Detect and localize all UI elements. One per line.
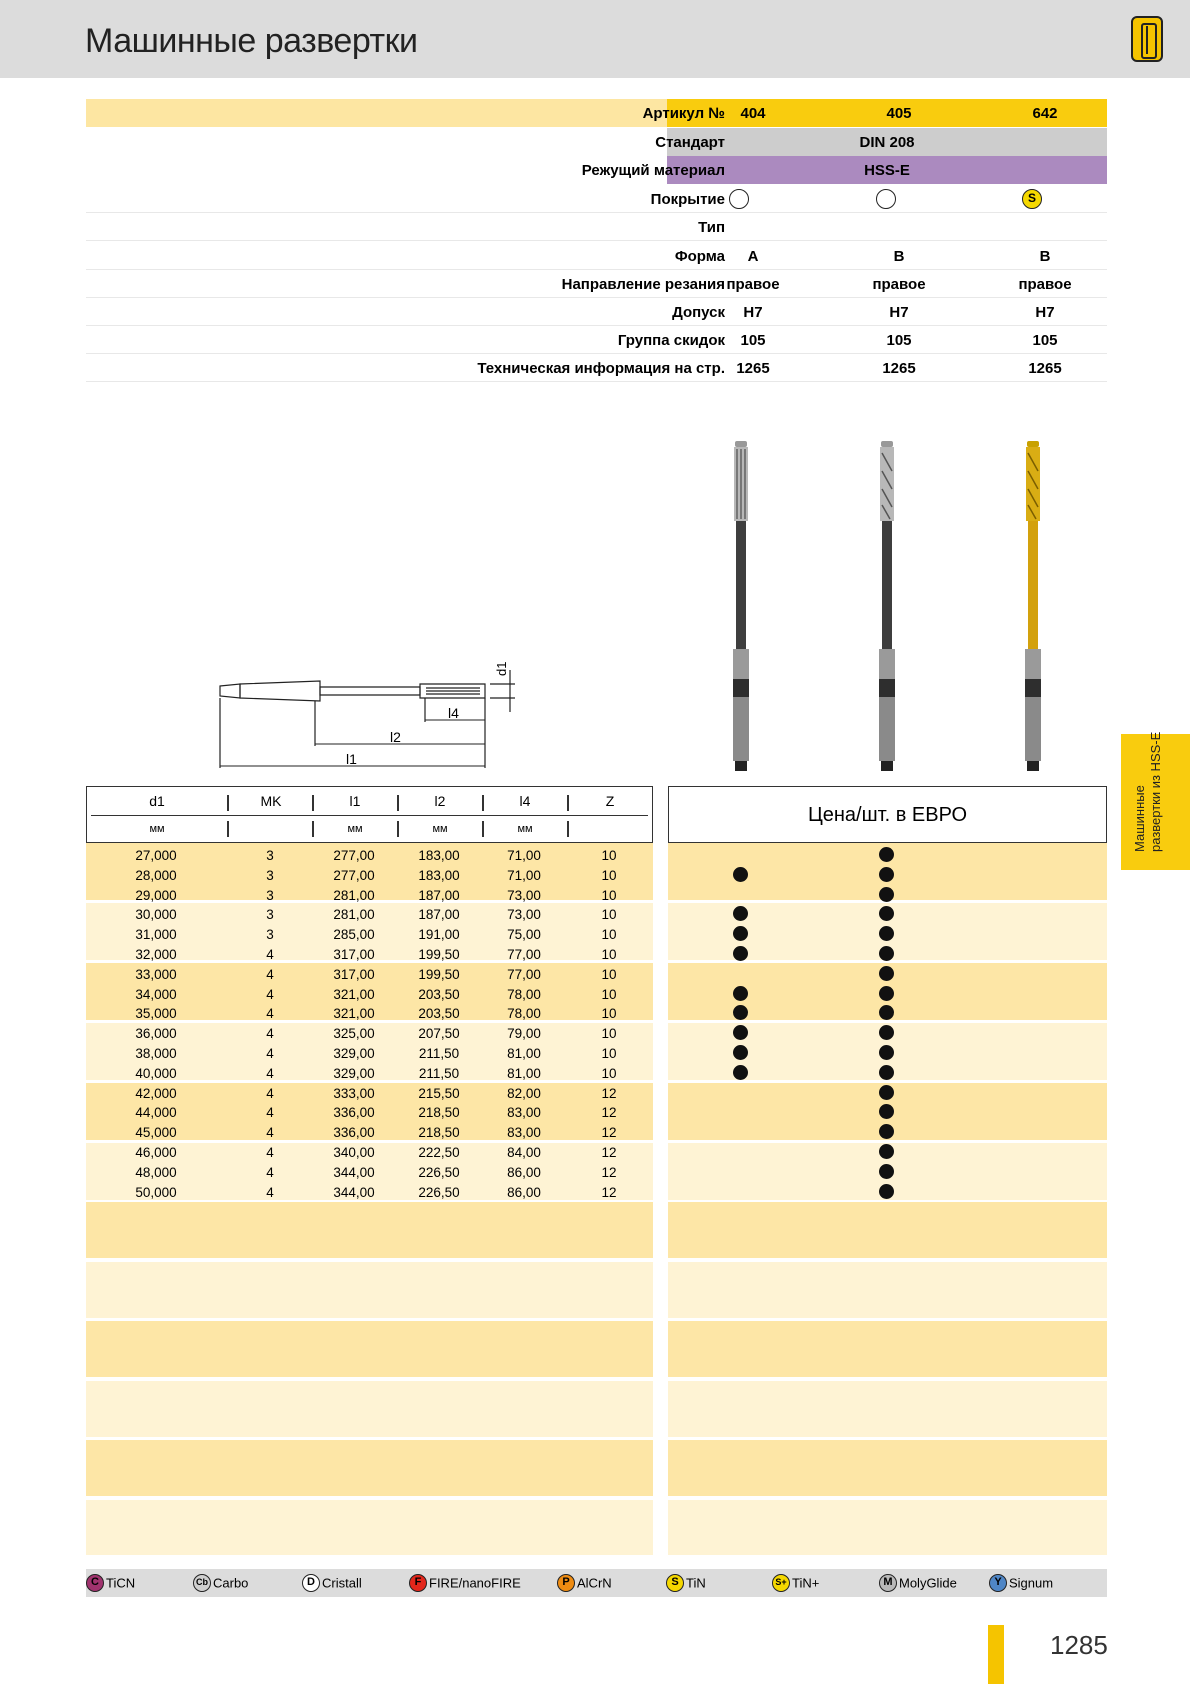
page-header xyxy=(0,0,1190,78)
availability-dot-405 xyxy=(879,1005,894,1020)
legend-label: TiCN xyxy=(106,1575,136,1591)
coating-signum-icon: Y xyxy=(989,1574,1007,1592)
row-divider xyxy=(86,240,1107,241)
table-cell-d1: 38,000 xyxy=(135,1046,177,1061)
tolerance-404: H7 xyxy=(743,304,763,321)
table-cell-l2: 226,50 xyxy=(418,1164,460,1180)
table-cell-l2: 187,00 xyxy=(418,907,460,923)
techinfo-404: 1265 xyxy=(736,360,770,377)
availability-dot-405 xyxy=(879,1164,894,1179)
side-label-line2: развертки из HSS-E xyxy=(1148,731,1163,852)
availability-dot-404 xyxy=(733,946,748,961)
table-cell-l4: 86,00 xyxy=(507,1164,541,1180)
table-cell-z: 10 xyxy=(601,1046,617,1061)
table-row xyxy=(0,1102,1190,1122)
dimensions-table-header xyxy=(86,786,653,843)
discount-405: 105 xyxy=(886,332,912,349)
table-cell-z: 12 xyxy=(601,1085,617,1101)
spec-label: Покрытие xyxy=(650,191,725,208)
table-cell-mk: 4 xyxy=(266,1006,274,1022)
spec-row-tolerance xyxy=(86,298,1107,326)
table-cell-l2: 211,50 xyxy=(418,1065,460,1081)
availability-dot-405 xyxy=(879,1184,894,1199)
table-cell-d1: 40,000 xyxy=(135,1065,177,1081)
table-cell-l2: 218,50 xyxy=(418,1125,460,1141)
legend-item xyxy=(772,1574,819,1592)
table-cell-l4: 75,00 xyxy=(507,927,541,943)
col-header-mk: MK xyxy=(260,793,282,809)
l2-label: l2 xyxy=(390,729,401,745)
table-cell-l4: 73,00 xyxy=(507,907,541,923)
table-cell-z: 10 xyxy=(601,986,617,1002)
table-cell-z: 10 xyxy=(601,887,617,903)
table-cell-d1: 46,000 xyxy=(135,1145,177,1160)
table-cell-l1: 329,00 xyxy=(333,1065,375,1081)
table-cell-d1: 32,000 xyxy=(135,947,177,962)
price-header xyxy=(668,786,1107,843)
table-cell-mk: 3 xyxy=(266,907,274,923)
unit-l4: мм xyxy=(517,823,533,835)
page-title: Машинные развертки xyxy=(85,22,418,60)
page-marker-bar xyxy=(988,1625,1004,1684)
availability-dot-404 xyxy=(733,1025,748,1040)
table-cell-d1: 50,000 xyxy=(135,1184,177,1200)
tolerance-642: H7 xyxy=(1035,304,1055,321)
table-row xyxy=(0,1182,1190,1202)
coating-legend xyxy=(86,1569,1107,1597)
table-cell-l1: 277,00 xyxy=(333,848,375,863)
table-row xyxy=(0,845,1190,865)
spec-label: Направление резания xyxy=(561,276,725,293)
coating-alcrn-icon: P xyxy=(557,1574,575,1592)
table-cell-d1: 42,000 xyxy=(135,1085,177,1101)
unit-d1: мм xyxy=(149,823,165,835)
table-cell-l2: 215,50 xyxy=(418,1085,460,1101)
table-cell-d1: 36,000 xyxy=(135,1026,177,1042)
coating-molyglide-icon: M xyxy=(879,1574,897,1592)
table-cell-l2: 199,50 xyxy=(418,947,460,962)
tin-coating-icon: S xyxy=(1022,189,1042,209)
table-cell-d1: 27,000 xyxy=(135,848,177,863)
table-cell-l4: 83,00 xyxy=(507,1105,541,1121)
legend-label: FIRE/nanoFIRE xyxy=(429,1575,521,1591)
table-cell-mk: 4 xyxy=(266,1184,274,1200)
table-cell-l1: 336,00 xyxy=(333,1105,375,1121)
price-header-label: Цена/шт. в ЕВРО xyxy=(807,804,968,826)
legend-item xyxy=(86,1574,135,1592)
table-cell-l2: 218,50 xyxy=(418,1105,460,1121)
table-cell-l4: 77,00 xyxy=(507,966,541,982)
table-cell-z: 10 xyxy=(601,867,617,883)
col-separator xyxy=(397,821,399,837)
table-cell-l4: 71,00 xyxy=(507,848,541,863)
d1-label: d1 xyxy=(494,661,509,676)
table-row xyxy=(0,885,1190,905)
table-row xyxy=(0,1142,1190,1162)
table-cell-l4: 78,00 xyxy=(507,986,541,1002)
spec-row-discount xyxy=(86,326,1107,354)
spec-label: Артикул № xyxy=(642,105,725,122)
table-row xyxy=(0,1162,1190,1182)
table-cell-d1: 29,000 xyxy=(135,887,177,903)
spec-row-direction xyxy=(86,270,1107,298)
col-separator xyxy=(482,821,484,837)
table-row xyxy=(0,924,1190,944)
table-cell-l1: 336,00 xyxy=(333,1125,375,1141)
table-cell-z: 12 xyxy=(601,1164,617,1180)
table-row xyxy=(0,1023,1190,1043)
table-cell-z: 10 xyxy=(601,1026,617,1042)
col-separator xyxy=(312,795,314,811)
table-cell-d1: 45,000 xyxy=(135,1125,177,1141)
direction-642: правое xyxy=(1018,276,1072,293)
table-cell-d1: 48,000 xyxy=(135,1164,177,1180)
coating-tin-icon: S xyxy=(666,1574,684,1592)
table-cell-l4: 71,00 xyxy=(507,867,541,883)
table-cell-d1: 28,000 xyxy=(135,867,177,883)
col-separator xyxy=(227,821,229,837)
coating-tin--icon: S+ xyxy=(772,1574,790,1592)
spec-label: Форма xyxy=(674,248,725,265)
table-cell-mk: 4 xyxy=(266,947,274,962)
availability-dot-405 xyxy=(879,926,894,941)
discount-642: 105 xyxy=(1032,332,1058,349)
legend-item xyxy=(409,1574,521,1592)
availability-dot-405 xyxy=(879,1025,894,1040)
table-cell-l1: 329,00 xyxy=(333,1046,375,1061)
availability-dot-405 xyxy=(879,1124,894,1139)
table-cell-l4: 79,00 xyxy=(507,1026,541,1042)
reamer-405-image xyxy=(874,441,900,771)
article-642: 642 xyxy=(1032,105,1058,122)
legend-item xyxy=(302,1574,362,1592)
table-cell-l4: 81,00 xyxy=(507,1046,541,1061)
table-row xyxy=(0,984,1190,1004)
header-divider xyxy=(91,815,648,816)
unit-l1: мм xyxy=(347,823,363,835)
col-header-l2: l2 xyxy=(434,793,446,809)
table-cell-mk: 4 xyxy=(266,1065,274,1081)
legend-label: Carbo xyxy=(213,1575,249,1591)
table-row xyxy=(0,1003,1190,1023)
legend-label: Cristall xyxy=(322,1575,362,1591)
availability-dot-404 xyxy=(733,867,748,882)
table-band xyxy=(668,1381,1107,1437)
availability-dot-404 xyxy=(733,906,748,921)
table-cell-mk: 4 xyxy=(266,1125,274,1141)
coating-ticn-icon: C xyxy=(86,1574,104,1592)
col-separator xyxy=(397,795,399,811)
table-cell-l2: 199,50 xyxy=(418,966,460,982)
table-cell-l1: 281,00 xyxy=(333,887,375,903)
unit-l2: мм xyxy=(432,823,448,835)
table-cell-z: 12 xyxy=(601,1125,617,1141)
col-header-l1: l1 xyxy=(349,793,361,809)
spec-row-type xyxy=(86,213,1107,241)
table-cell-l1: 317,00 xyxy=(333,966,375,982)
table-cell-mk: 4 xyxy=(266,1105,274,1121)
techinfo-405: 1265 xyxy=(882,360,916,377)
table-cell-z: 10 xyxy=(601,848,617,863)
table-cell-d1: 44,000 xyxy=(135,1105,177,1121)
availability-dot-405 xyxy=(879,966,894,981)
legend-label: Signum xyxy=(1009,1575,1054,1591)
page-number: 1285 xyxy=(1050,1630,1108,1660)
availability-dot-404 xyxy=(733,926,748,941)
availability-dot-405 xyxy=(879,906,894,921)
col-separator xyxy=(567,821,569,837)
table-cell-l4: 83,00 xyxy=(507,1125,541,1141)
table-band xyxy=(668,1262,1107,1318)
table-band xyxy=(668,1321,1107,1377)
col-separator xyxy=(567,795,569,811)
spec-row-techinfo xyxy=(86,354,1107,382)
table-cell-l1: 321,00 xyxy=(333,986,375,1002)
table-cell-d1: 30,000 xyxy=(135,907,177,923)
table-band xyxy=(86,1500,653,1555)
table-cell-mk: 4 xyxy=(266,1046,274,1061)
table-cell-l2: 203,50 xyxy=(418,1006,460,1022)
tolerance-405: H7 xyxy=(889,304,909,321)
standard-value: DIN 208 xyxy=(859,134,915,151)
availability-dot-405 xyxy=(879,867,894,882)
table-cell-l1: 281,00 xyxy=(333,907,375,923)
table-cell-z: 12 xyxy=(601,1105,617,1121)
table-cell-l4: 84,00 xyxy=(507,1145,541,1160)
techinfo-642: 1265 xyxy=(1028,360,1062,377)
table-cell-l1: 277,00 xyxy=(333,867,375,883)
table-cell-l2: 226,50 xyxy=(418,1184,460,1200)
table-band xyxy=(86,1262,653,1318)
availability-dot-404 xyxy=(733,1005,748,1020)
table-cell-z: 12 xyxy=(601,1184,617,1200)
table-cell-mk: 4 xyxy=(266,1145,274,1160)
l4-label: l4 xyxy=(448,705,459,721)
table-cell-d1: 31,000 xyxy=(135,927,177,943)
legend-item xyxy=(557,1574,612,1592)
availability-dot-404 xyxy=(733,1045,748,1060)
availability-dot-405 xyxy=(879,1045,894,1060)
table-cell-d1: 35,000 xyxy=(135,1006,177,1022)
spec-label: Допуск xyxy=(672,304,725,321)
spec-row-material xyxy=(86,156,1107,184)
table-band xyxy=(86,1321,653,1377)
table-cell-d1: 34,000 xyxy=(135,986,177,1002)
legend-label: TiN+ xyxy=(792,1575,820,1591)
reamer-dimension-diagram xyxy=(210,650,530,770)
spec-label: Техническая информация на стр. xyxy=(477,360,725,377)
table-cell-z: 10 xyxy=(601,1006,617,1022)
table-row xyxy=(0,1083,1190,1103)
table-row xyxy=(0,1122,1190,1142)
row-divider xyxy=(86,381,1107,382)
spec-label: Режущий материал xyxy=(581,162,725,179)
table-cell-l4: 86,00 xyxy=(507,1184,541,1200)
table-cell-l1: 321,00 xyxy=(333,1006,375,1022)
article-404: 404 xyxy=(740,105,766,122)
availability-dot-405 xyxy=(879,1065,894,1080)
col-header-z: Z xyxy=(605,793,615,809)
spec-row-coating xyxy=(86,185,1107,213)
direction-404: правое xyxy=(726,276,780,293)
coating-carbo-icon: Cb xyxy=(193,1574,211,1592)
col-header-l4: l4 xyxy=(519,793,531,809)
table-cell-mk: 3 xyxy=(266,848,274,863)
coating-cristall-icon: D xyxy=(302,1574,320,1592)
table-band xyxy=(86,1440,653,1496)
table-row xyxy=(0,964,1190,984)
availability-dot-405 xyxy=(879,946,894,961)
table-band xyxy=(668,1202,1107,1258)
form-642: B xyxy=(1039,248,1051,265)
legend-item xyxy=(879,1574,957,1592)
form-404: A xyxy=(747,248,759,265)
spec-row-article xyxy=(86,99,1107,127)
table-cell-z: 10 xyxy=(601,927,617,943)
availability-dot-404 xyxy=(733,986,748,1001)
table-cell-l2: 203,50 xyxy=(418,986,460,1002)
spec-label: Тип xyxy=(698,219,725,236)
reamer-642-image xyxy=(1020,441,1046,771)
table-cell-z: 10 xyxy=(601,1065,617,1081)
table-cell-l1: 340,00 xyxy=(333,1145,375,1160)
table-cell-z: 10 xyxy=(601,907,617,923)
direction-405: правое xyxy=(872,276,926,293)
table-cell-mk: 3 xyxy=(266,867,274,883)
table-band xyxy=(668,1440,1107,1496)
form-405: B xyxy=(893,248,905,265)
no-coating-icon xyxy=(876,189,896,209)
table-cell-l1: 344,00 xyxy=(333,1164,375,1180)
col-header-d1: d1 xyxy=(149,793,165,809)
spec-row-standard xyxy=(86,128,1107,156)
table-cell-mk: 3 xyxy=(266,887,274,903)
table-band xyxy=(86,1202,653,1258)
table-cell-l2: 222,50 xyxy=(418,1145,460,1160)
no-coating-icon xyxy=(729,189,749,209)
table-cell-l4: 77,00 xyxy=(507,947,541,962)
table-cell-l2: 191,00 xyxy=(418,927,460,943)
l1-label: l1 xyxy=(346,751,357,767)
table-cell-l4: 73,00 xyxy=(507,887,541,903)
table-cell-l4: 78,00 xyxy=(507,1006,541,1022)
table-band xyxy=(86,1381,653,1437)
table-cell-z: 10 xyxy=(601,947,617,962)
table-cell-mk: 4 xyxy=(266,1026,274,1042)
table-cell-l4: 82,00 xyxy=(507,1085,541,1101)
table-row xyxy=(0,865,1190,885)
article-405: 405 xyxy=(886,105,912,122)
legend-label: MolyGlide xyxy=(899,1575,957,1591)
legend-label: AlCrN xyxy=(577,1575,612,1591)
reamer-404-image xyxy=(728,441,754,771)
availability-dot-405 xyxy=(879,887,894,902)
legend-item xyxy=(989,1574,1053,1592)
legend-item xyxy=(666,1574,706,1592)
availability-dot-405 xyxy=(879,1144,894,1159)
section-side-label xyxy=(1132,732,1164,852)
material-value: HSS-E xyxy=(864,162,910,179)
table-row xyxy=(0,944,1190,964)
availability-dot-404 xyxy=(733,1065,748,1080)
table-row xyxy=(0,1043,1190,1063)
table-cell-l2: 183,00 xyxy=(418,848,460,863)
spec-row-form xyxy=(86,242,1107,270)
table-band xyxy=(668,1500,1107,1555)
table-cell-l2: 211,50 xyxy=(418,1046,460,1061)
side-label-line1: Машинные xyxy=(1132,785,1147,852)
table-row xyxy=(0,1063,1190,1083)
table-cell-z: 12 xyxy=(601,1145,617,1160)
spec-label: Группа скидок xyxy=(617,332,725,349)
table-cell-mk: 3 xyxy=(266,927,274,943)
availability-dot-405 xyxy=(879,1085,894,1100)
table-row xyxy=(0,904,1190,924)
article-label-bar xyxy=(86,99,671,127)
discount-404: 105 xyxy=(740,332,766,349)
legend-label: TiN xyxy=(686,1575,706,1591)
table-cell-mk: 4 xyxy=(266,966,274,982)
table-cell-l2: 187,00 xyxy=(418,887,460,903)
table-cell-l1: 344,00 xyxy=(333,1184,375,1200)
table-cell-l1: 285,00 xyxy=(333,927,375,943)
table-cell-l1: 325,00 xyxy=(333,1026,375,1042)
table-cell-mk: 4 xyxy=(266,1164,274,1180)
table-cell-mk: 4 xyxy=(266,986,274,1002)
legend-item xyxy=(193,1574,248,1592)
table-cell-l2: 207,50 xyxy=(418,1026,460,1042)
availability-dot-405 xyxy=(879,847,894,862)
col-separator xyxy=(312,821,314,837)
col-separator xyxy=(482,795,484,811)
availability-dot-405 xyxy=(879,986,894,1001)
table-cell-l1: 333,00 xyxy=(333,1085,375,1101)
col-separator xyxy=(227,795,229,811)
availability-dot-405 xyxy=(879,1104,894,1119)
table-cell-l4: 81,00 xyxy=(507,1065,541,1081)
spec-label: Стандарт xyxy=(655,134,725,151)
coating-fire-nanofire-icon: F xyxy=(409,1574,427,1592)
reamer-logo-icon xyxy=(1131,16,1163,62)
table-cell-l1: 317,00 xyxy=(333,947,375,962)
table-cell-l2: 183,00 xyxy=(418,867,460,883)
table-cell-z: 10 xyxy=(601,966,617,982)
table-cell-d1: 33,000 xyxy=(135,966,177,982)
table-cell-mk: 4 xyxy=(266,1085,274,1101)
